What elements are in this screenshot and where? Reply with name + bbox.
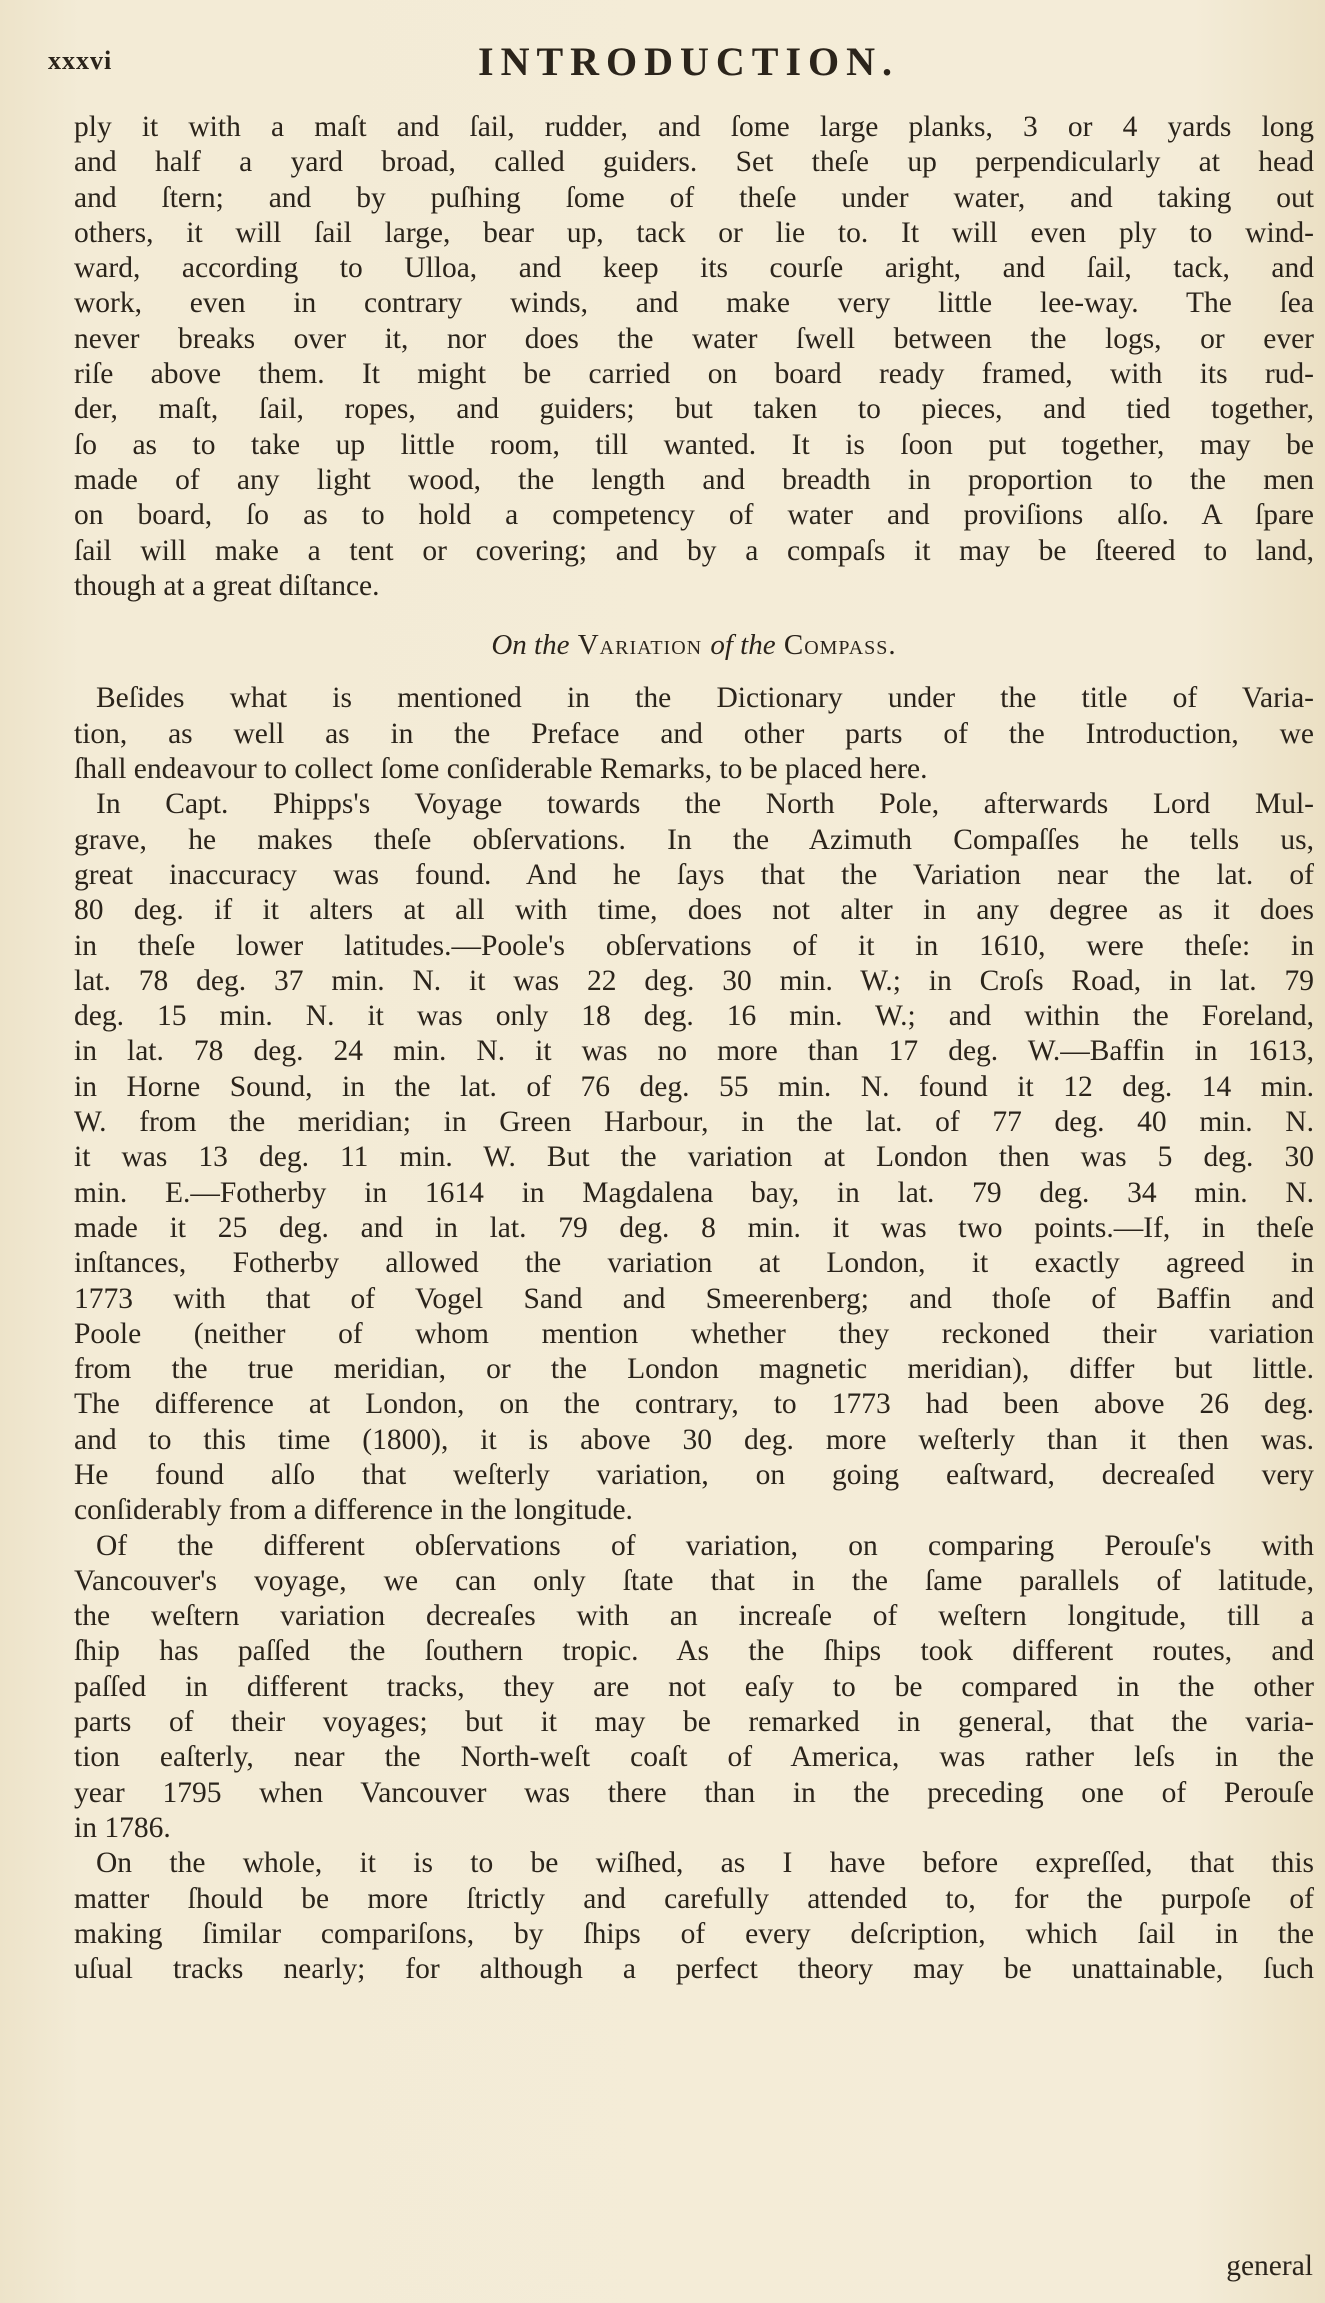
text-line: 80 deg. if it alters at all with time, does not alter in any degree as it does: [74, 894, 1314, 927]
text-line: grave, he makes theſe obſervations. In the Azimuth Compaſſes he tells us,: [74, 823, 1314, 856]
text-line: making ſimilar compariſons, by ſhips of every deſcription, which ſail in the: [74, 1917, 1314, 1950]
text-line: ply it with a maſt and ſail, rudder, and ſome large planks, 3 or 4 yards long: [74, 111, 1314, 143]
heading-on-the: On the: [491, 629, 570, 662]
text-line: and half a yard broad, called guiders. Set theſe up perpendicularly at head: [74, 146, 1314, 179]
text-line: matter ſhould be more ſtrictly and carefully attended to, for the purpoſe of: [74, 1882, 1314, 1915]
text-line: In Capt. Phipps's Voyage towards the North Pole, afterwards Lord Mul-: [96, 788, 1314, 821]
text-line: der, maſt, ſail, ropes, and guiders; but taken to pieces, and tied together,: [74, 393, 1314, 426]
text-line: He found alſo that weſterly variation, on going eaſtward, decreaſed very: [74, 1458, 1314, 1491]
text-line: and ſtern; and by puſhing ſome of theſe under water, and taking out: [74, 181, 1314, 214]
text-line: work, even in contrary winds, and make very little lee-way. The ſea: [74, 287, 1314, 320]
text-line: tion eaſterly, near the North-weſt coaſt of America, was rather leſs in the: [74, 1741, 1314, 1774]
text-line: tion, as well as in the Preface and other parts of the Introduction, we: [74, 717, 1314, 750]
text-line: Poole (neither of whom mention whether they reckoned their variation: [74, 1317, 1314, 1350]
text-line: great inaccuracy was found. And he ſays that the Variation near the lat. of: [74, 858, 1314, 891]
page-number: xxxvi: [48, 46, 113, 75]
text-line: Of the different obſervations of variation, on comparing Perouſe's with: [96, 1529, 1314, 1562]
text-line: the weſtern variation decreaſes with an increaſe of weſtern longitude, till a: [74, 1600, 1314, 1633]
text-line: it was 13 deg. 11 min. W. But the variation at London then was 5 deg. 30: [74, 1141, 1314, 1174]
text-line: others, it will ſail large, bear up, tack or lie to. It will even ply to wind-: [74, 216, 1314, 249]
text-line: ſail will make a tent or covering; and by a compaſs it may be ſteered to land,: [74, 534, 1314, 567]
paragraph-perouse: [74, 1529, 1314, 1847]
text-line: The difference at London, on the contrary, to 1773 had been above 26 deg.: [74, 1388, 1314, 1421]
text-line: made it 25 deg. and in lat. 79 deg. 8 min. it was two points.—If, in theſe: [74, 1211, 1314, 1244]
text-line: W. from the meridian; in Green Harbour, in the lat. of 77 deg. 40 min. N.: [74, 1106, 1314, 1139]
text-line: on board, ſo as to hold a competency of water and proviſions alſo. A ſpare: [74, 499, 1314, 532]
catchword: general: [1226, 2250, 1313, 2282]
text-line: riſe above them. It might be carried on board ready framed, with its rud-: [74, 358, 1314, 391]
text-line: in lat. 78 deg. 24 min. N. it was no more than 17 deg. W.—Baffin in 1613,: [74, 1035, 1314, 1068]
text-line: Beſides what is mentioned in the Dictionary under the title of Varia-: [96, 682, 1314, 715]
text-line: in 1786.: [74, 1811, 171, 1844]
text-line: lat. 78 deg. 37 min. N. it was 22 deg. 30 min. W.; in Croſs Road, in lat. 79: [74, 964, 1314, 997]
running-head: INTRODUCTION.: [478, 39, 900, 84]
paragraph-phipps: [74, 787, 1314, 1528]
paragraph-besides: [74, 681, 1314, 787]
page-header: [48, 38, 1288, 86]
text-line: ſhip has paſſed the ſouthern tropic. As the ſhips took different routes, and: [74, 1635, 1314, 1668]
paragraph-whole: [74, 1846, 1314, 1987]
text-line: from the true meridian, or the London magnetic meridian), differ but little.: [74, 1353, 1314, 1386]
text-line: in Horne Sound, in the lat. of 76 deg. 55 min. N. found it 12 deg. 14 min.: [74, 1070, 1314, 1103]
text-line: deg. 15 min. N. it was only 18 deg. 16 min. W.; and within the Foreland,: [74, 1000, 1314, 1033]
text-line: Vancouver's voyage, we can only ſtate that in the ſame parallels of latitude,: [74, 1564, 1314, 1597]
text-line: uſual tracks nearly; for although a perfect theory may be unattainable, ſuch: [74, 1953, 1314, 1986]
text-line: though at a great diſtance.: [74, 569, 380, 602]
paragraph-raft: [74, 110, 1314, 604]
text-line: 1773 with that of Vogel Sand and Smeerenberg; and thoſe of Baffin and: [74, 1282, 1314, 1315]
section-heading: [74, 628, 1314, 663]
body-text: [74, 110, 1314, 1987]
heading-of-the: of the: [710, 629, 776, 662]
text-line: year 1795 when Vancouver was there than in the preceding one of Perouſe: [74, 1776, 1314, 1809]
text-line: never breaks over it, nor does the water ſwell between the logs, or ever: [74, 322, 1314, 355]
text-line: parts of their voyages; but it may be remarked in general, that the varia-: [74, 1706, 1314, 1739]
text-line: paſſed in different tracks, they are not eaſy to be compared in the other: [74, 1670, 1314, 1703]
heading-compass: Compass.: [783, 629, 897, 662]
text-line: made of any light wood, the length and breadth in proportion to the men: [74, 463, 1314, 496]
text-line: min. E.—Fotherby in 1614 in Magdalena bay, in lat. 79 deg. 34 min. N.: [74, 1176, 1314, 1209]
text-line: and to this time (1800), it is above 30 deg. more weſterly than it then was.: [74, 1423, 1314, 1456]
text-line: ſo as to take up little room, till wanted. It is ſoon put together, may be: [74, 428, 1314, 461]
text-line: conſiderably from a difference in the longitude.: [74, 1494, 633, 1527]
text-line: ſhall endeavour to collect ſome conſiderable Remarks, to be placed here.: [74, 753, 928, 786]
heading-variation: Variation: [577, 629, 703, 662]
text-line: inſtances, Fotherby allowed the variation at London, it exactly agreed in: [74, 1247, 1314, 1280]
text-line: in theſe lower latitudes.—Poole's obſervations of it in 1610, were theſe: in: [74, 929, 1314, 962]
text-line: On the whole, it is to be wiſhed, as I have before expreſſed, that this: [96, 1847, 1314, 1880]
text-line: ward, according to Ulloa, and keep its courſe aright, and ſail, tack, and: [74, 252, 1314, 285]
